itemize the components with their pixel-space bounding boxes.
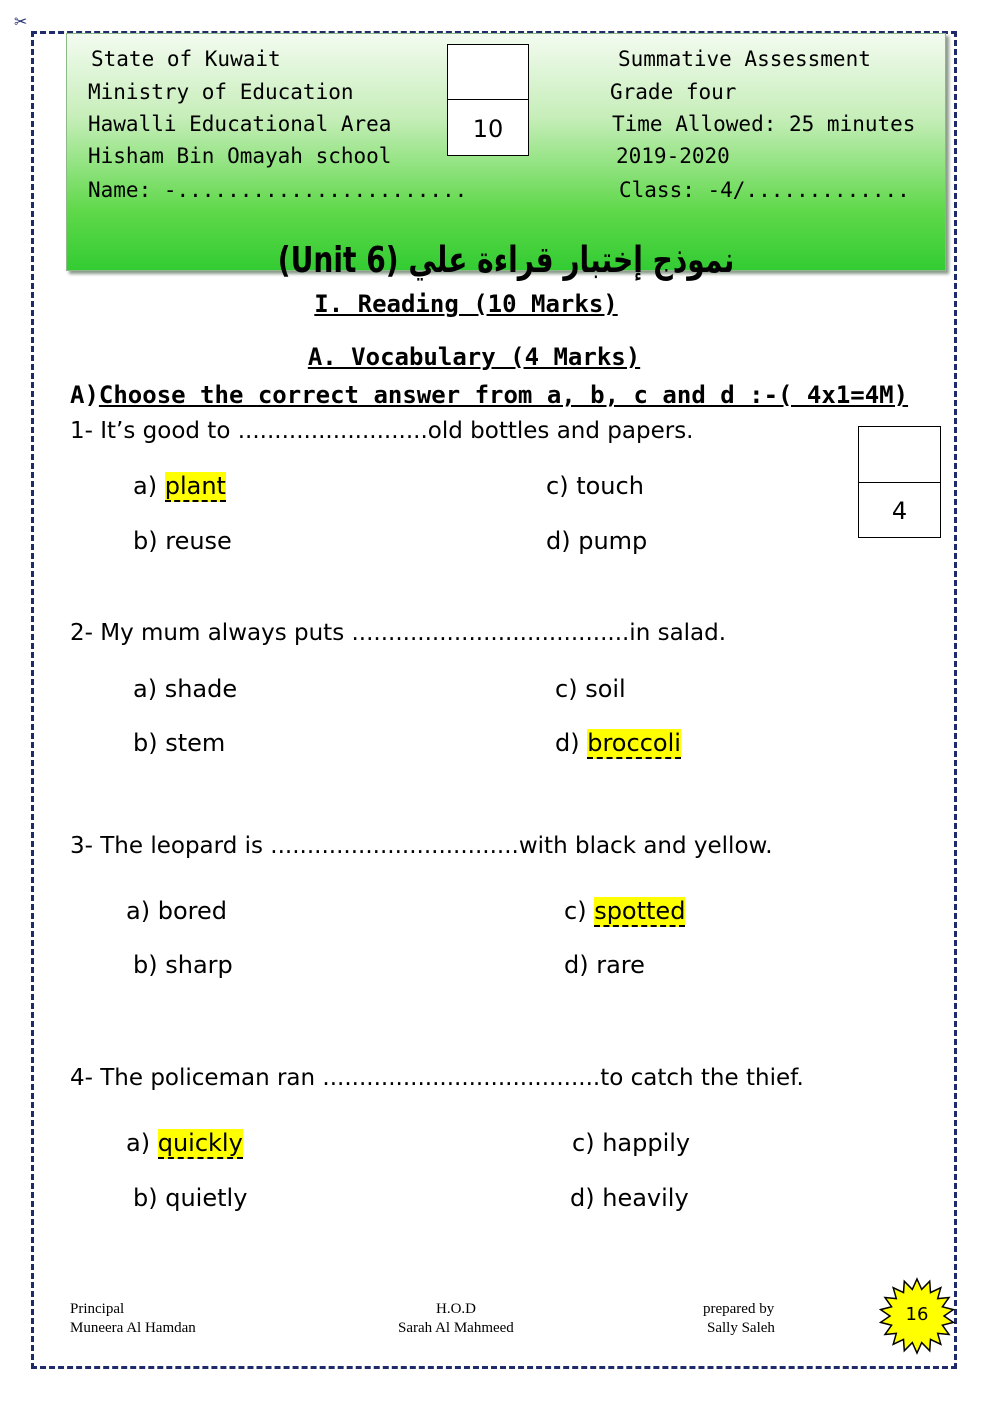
class-field: Class: -4/............. — [619, 178, 910, 202]
q1-option-d-text: pump — [578, 527, 648, 555]
page-number-badge — [878, 1277, 956, 1355]
q2-option-b[interactable]: b) stem — [133, 729, 226, 757]
q3-option-c[interactable]: c) spotted — [564, 897, 686, 925]
q2-option-b-text: stem — [165, 729, 226, 757]
question-4-stem: 4- The policeman ran ......................................to catch the thief. — [70, 1065, 804, 1091]
section-score-value: 4 — [891, 497, 908, 525]
q4-option-d[interactable]: d) heavily — [570, 1184, 689, 1212]
header-time: Time Allowed: 25 minutes — [612, 112, 916, 136]
q3-option-b-text: sharp — [165, 951, 233, 979]
footer-principal-title: Principal — [70, 1301, 125, 1317]
total-score-value: 10 — [472, 115, 504, 143]
q3-option-a-text: bored — [157, 897, 227, 925]
q2-option-d-text: broccoli — [587, 729, 681, 757]
instruction-text: Choose the correct answer from a, b, c and d :-( 4x1=4M) — [98, 381, 909, 409]
header-state: State of Kuwait — [91, 47, 281, 71]
q4-option-a[interactable]: a) quickly — [126, 1129, 243, 1157]
footer-hod-title: H.O.D — [436, 1301, 476, 1317]
name-field: Name: -....................... — [88, 178, 468, 202]
q3-option-c-text: spotted — [594, 897, 686, 925]
section-score-box — [858, 426, 941, 538]
q2-option-c-text: soil — [585, 675, 626, 703]
instruction-prefix: A) — [70, 381, 99, 409]
total-score-box — [447, 44, 529, 156]
header-area: Hawalli Educational Area — [88, 112, 392, 136]
header-grade: Grade four — [610, 80, 737, 104]
q2-option-c[interactable]: c) soil — [555, 675, 626, 703]
header-assessment: Summative Assessment — [618, 47, 871, 71]
q3-option-d-text: rare — [596, 951, 645, 979]
instruction — [70, 381, 908, 409]
footer-principal-name: Muneera Al Hamdan — [70, 1320, 196, 1336]
q3-option-d[interactable]: d) rare — [564, 951, 645, 979]
q2-option-a[interactable]: a) shade — [133, 675, 238, 703]
header-panel — [66, 33, 946, 281]
q4-option-b[interactable]: b) quietly — [133, 1184, 248, 1212]
arabic-title: نموذج إختبار قراءة علي (Unit 6) — [277, 240, 735, 281]
q1-option-b-text: reuse — [165, 527, 232, 555]
footer-hod-name: Sarah Al Mahmeed — [398, 1320, 514, 1336]
section-title: I. Reading (10 Marks) — [314, 290, 618, 318]
q1-option-a[interactable]: a) plant — [133, 472, 226, 500]
q4-option-c-text: happily — [602, 1129, 691, 1157]
q1-option-d[interactable]: d) pump — [546, 527, 648, 555]
q1-option-b[interactable]: b) reuse — [133, 527, 232, 555]
question-2-stem: 2- My mum always puts ......................................in salad. — [70, 620, 727, 646]
q4-option-a-text: quickly — [157, 1129, 243, 1157]
q3-option-a[interactable]: a) bored — [126, 897, 227, 925]
header-year: 2019-2020 — [616, 144, 730, 168]
q1-option-c-text: touch — [576, 472, 644, 500]
q2-option-d[interactable]: d) broccoli — [555, 729, 681, 757]
header-ministry: Ministry of Education — [88, 80, 354, 104]
q4-option-c[interactable]: c) happily — [572, 1129, 691, 1157]
footer-prepared-name: Sally Saleh — [707, 1320, 775, 1336]
question-1-stem: 1- It’s good to ..........................old bottles and papers. — [70, 418, 694, 444]
q4-option-b-text: quietly — [165, 1184, 248, 1212]
question-3-stem: 3- The leopard is ..................................with black and yellow. — [70, 833, 773, 859]
page-number: 16 — [905, 1304, 929, 1325]
q2-option-a-text: shade — [164, 675, 238, 703]
scissors-icon: ✂ — [14, 12, 28, 31]
q1-option-a-text: plant — [164, 472, 226, 500]
header-school: Hisham Bin Omayah school — [88, 144, 392, 168]
q3-option-b[interactable]: b) sharp — [133, 951, 233, 979]
subsection-title: A. Vocabulary (4 Marks) — [307, 343, 641, 371]
q1-option-c[interactable]: c) touch — [546, 472, 644, 500]
q4-option-d-text: heavily — [602, 1184, 689, 1212]
footer-prepared-title: prepared by — [703, 1301, 775, 1317]
